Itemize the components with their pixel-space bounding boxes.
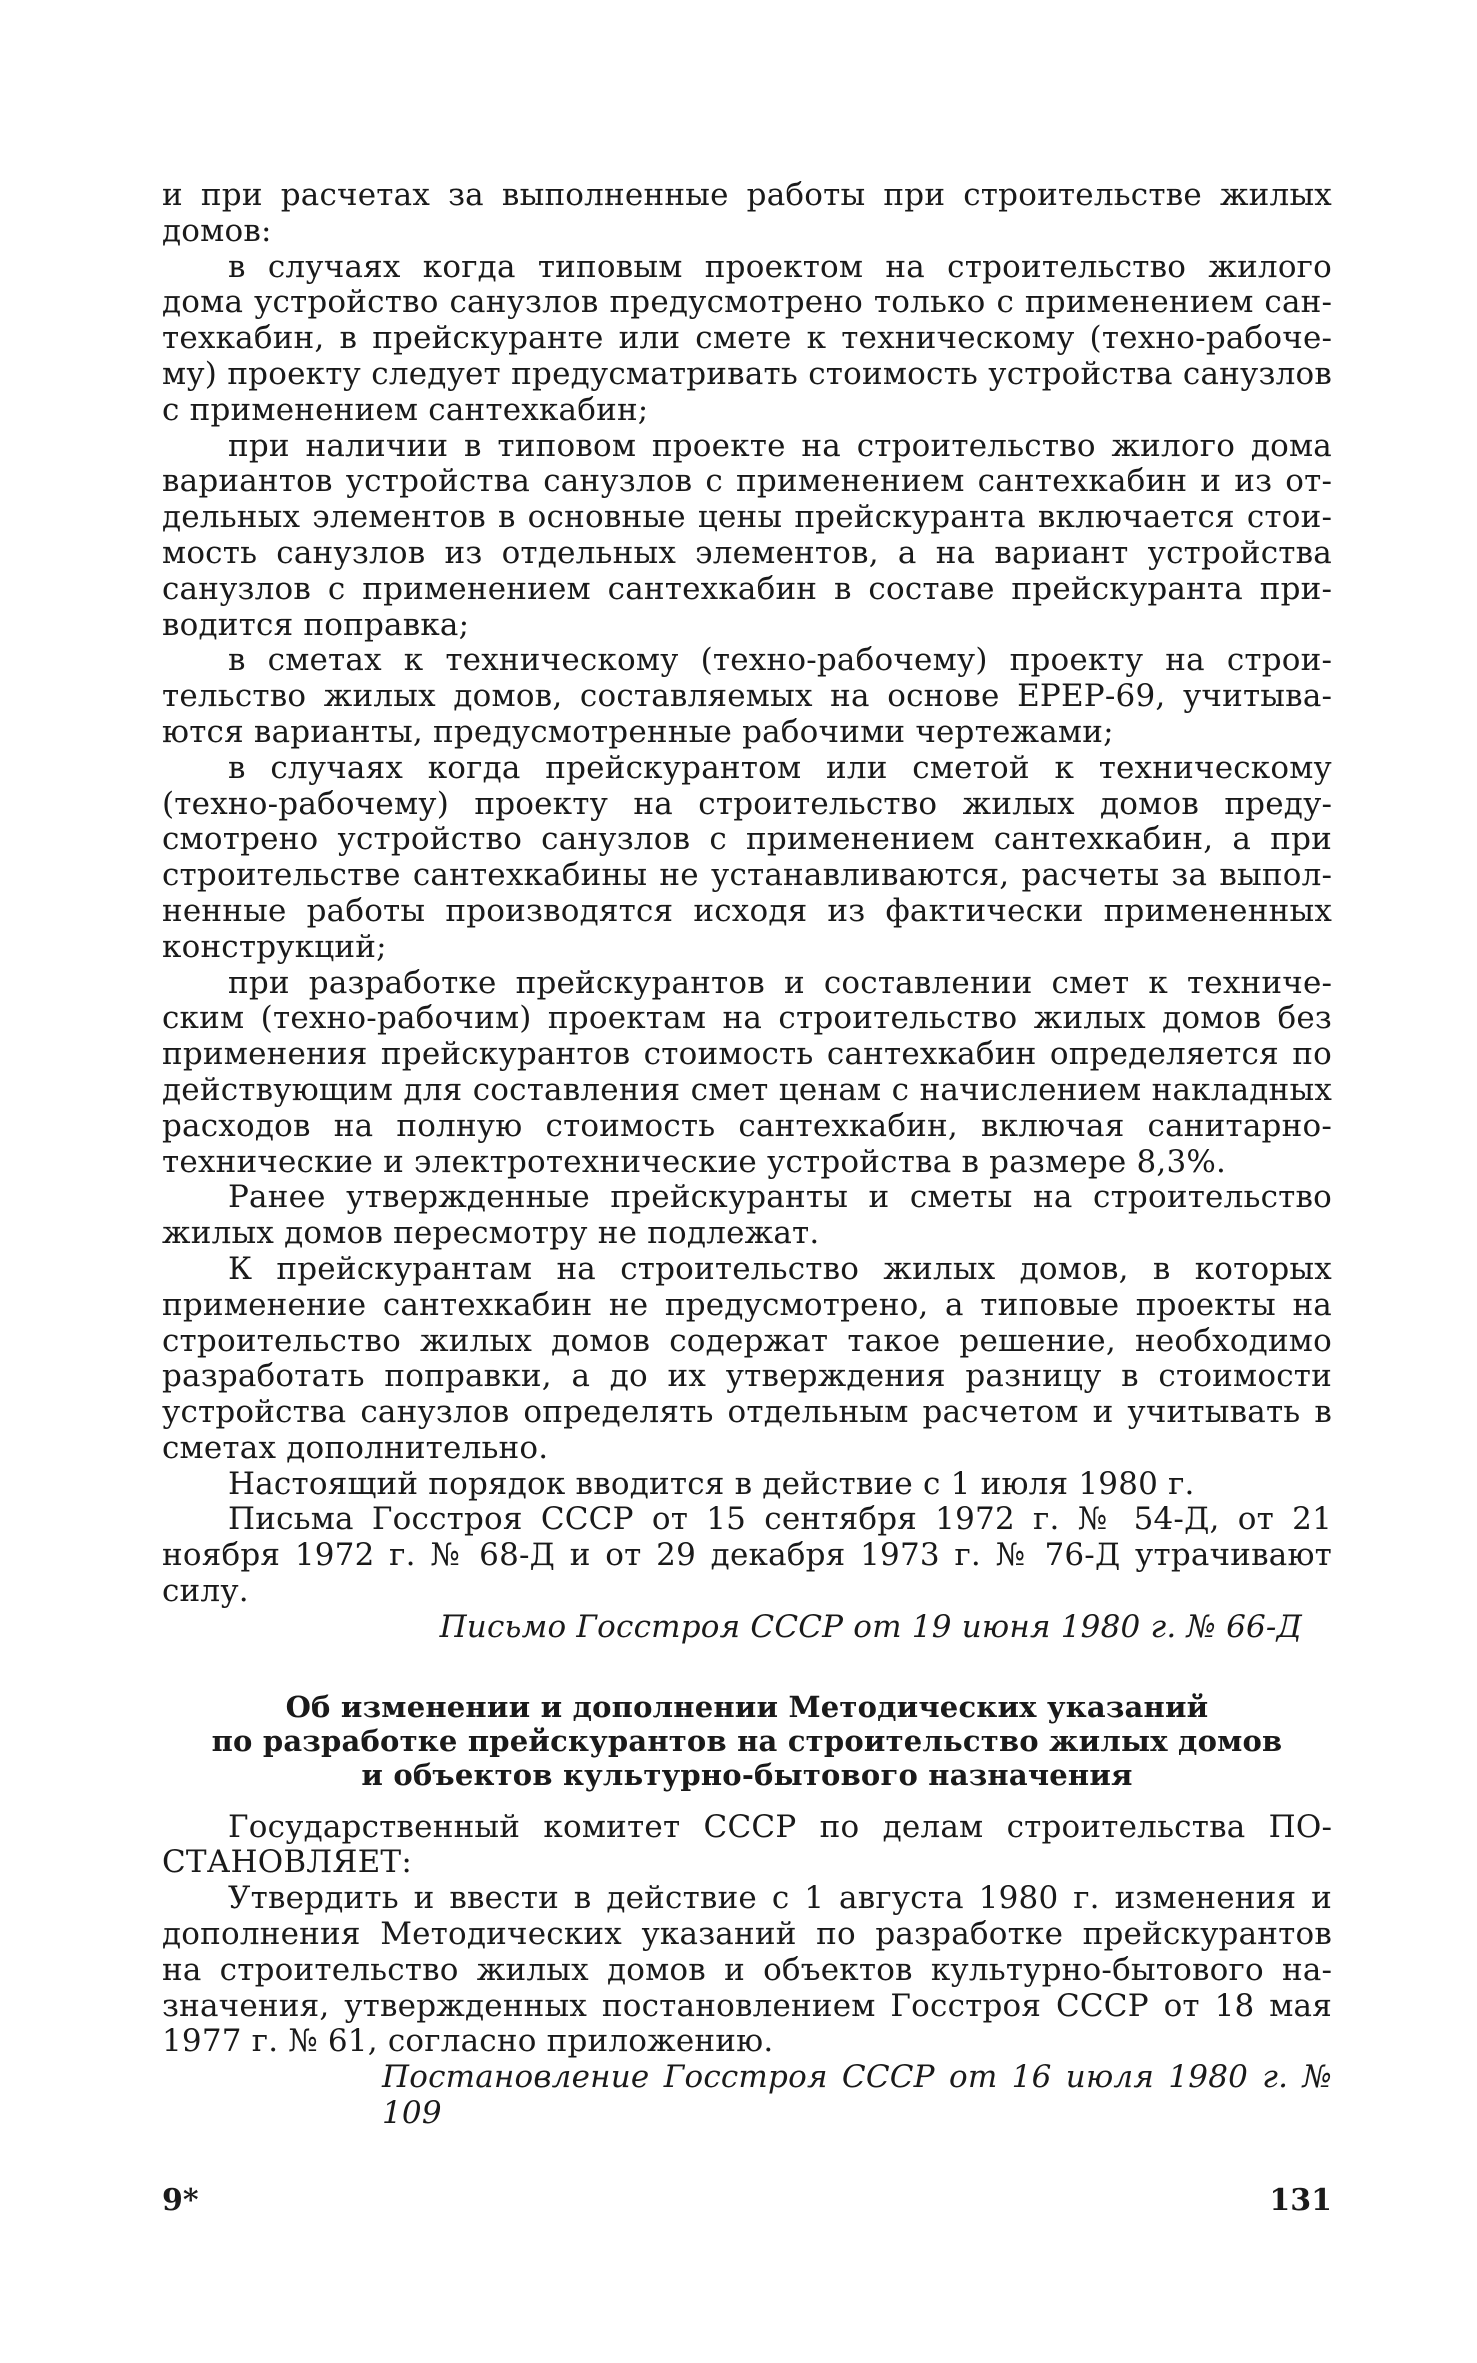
page-number: 131 — [1269, 2183, 1332, 2218]
section-heading-line-1: Об изменении и дополнении Методических указаний — [285, 1689, 1209, 1724]
section-paragraph-1: Утвердить и ввести в действие с 1 августа 1980 г. изменения и дополнения Методических указаний по разработке прейскурантов на строительство жилых домов и объектов культурно-бытового назначения, утвержденных постановлением Госстроя СССР от 18 мая 1977 г. № 61, согласно приложению. — [162, 1880, 1332, 2060]
paragraph-4: в случаях когда прейскурантом или сметой к техническому (техно-рабочему) проекту на строительство жилых домов предусмотрено устройство санузлов с применением сантехкабин, а при строительстве сантехкабины не устанавливаются, расчеты за выполненные работы производятся исходя из фактически примененных конструкций; — [162, 749, 1332, 965]
section-heading-line-2: по разработке прейскурантов на строительство жилых домов — [211, 1723, 1283, 1758]
signature-mark: 9* — [162, 2183, 199, 2218]
section-heading — [162, 1690, 1332, 1792]
paragraph-6: Ранее утвержденные прейскуранты и сметы на строительство жилых домов пересмотру не подлежат. — [162, 1179, 1332, 1252]
resolution-signature: Постановление Госстроя СССР от 16 июля 1980 г. № 109 — [382, 2059, 1332, 2132]
paragraph-5: при разработке прейскурантов и составлении смет к техническим (техно-рабочим) проектам на строительство жилых домов без применения прейскурантов стоимость сантехкабин определяется по действующим для составления смет ценам с начислением накладных расходов на полную стоимость сантехкабин, включая санитарно-технические и электротехнические устройства в размере 8,3%. — [162, 964, 1332, 1180]
paragraph-7: К прейскурантам на строительство жилых домов, в которых применение сантехкабин не предусмотрено, а типовые проекты на строительство жилых домов содержат такое решение, необходимо разработать поправки, а до их утверждения разницу в стоимости устройства санузлов определять отдельным расчетом и учитывать в сметах дополнительно. — [162, 1250, 1332, 1466]
paragraph-8: Настоящий порядок вводится в действие с 1 июля 1980 г. — [228, 1465, 1195, 1502]
paragraph-0: и при расчетах за выполненные работы при строительстве жилых домов: — [162, 177, 1332, 249]
paragraph-1: в случаях когда типовым проектом на строительство жилого дома устройство санузлов предусмотрено только с применением сантехкабин, в прейскуранте или смете к техническому (техно-рабочему) проекту следует предусматривать стоимость устройства санузлов с применением сантехкабин; — [162, 248, 1332, 428]
section-heading-line-3: и объектов культурно-бытового назначения — [361, 1757, 1133, 1792]
paragraph-2: при наличии в типовом проекте на строительство жилого дома вариантов устройства санузлов с применением сантехкабин и из отдельных элементов в основные цены прейскуранта включается стоимость санузлов из отдельных элементов, а на вариант устройства санузлов с применением сантехкабин в составе прейскуранта приводится поправка; — [162, 427, 1332, 643]
paragraph-9: Письма Госстроя СССР от 15 сентября 1972 г. № 54-Д, от 21 ноября 1972 г. № 68-Д и от 29 декабря 1973 г. № 76-Д утрачивают силу. — [162, 1501, 1332, 1610]
paragraph-3: в сметах к техническому (техно-рабочему) проекту на строительство жилых домов, составляемых на основе ЕРЕР-69, учитываются варианты, предусмотренные рабочими чертежами; — [162, 642, 1332, 750]
document-page — [162, 178, 1332, 2132]
section-paragraph-0: Государственный комитет СССР по делам строительства ПОСТАНОВЛЯЕТ: — [162, 1808, 1332, 1881]
letter-signature: Письмо Госстроя СССР от 19 июня 1980 г. № 66-Д — [439, 1608, 1302, 1645]
